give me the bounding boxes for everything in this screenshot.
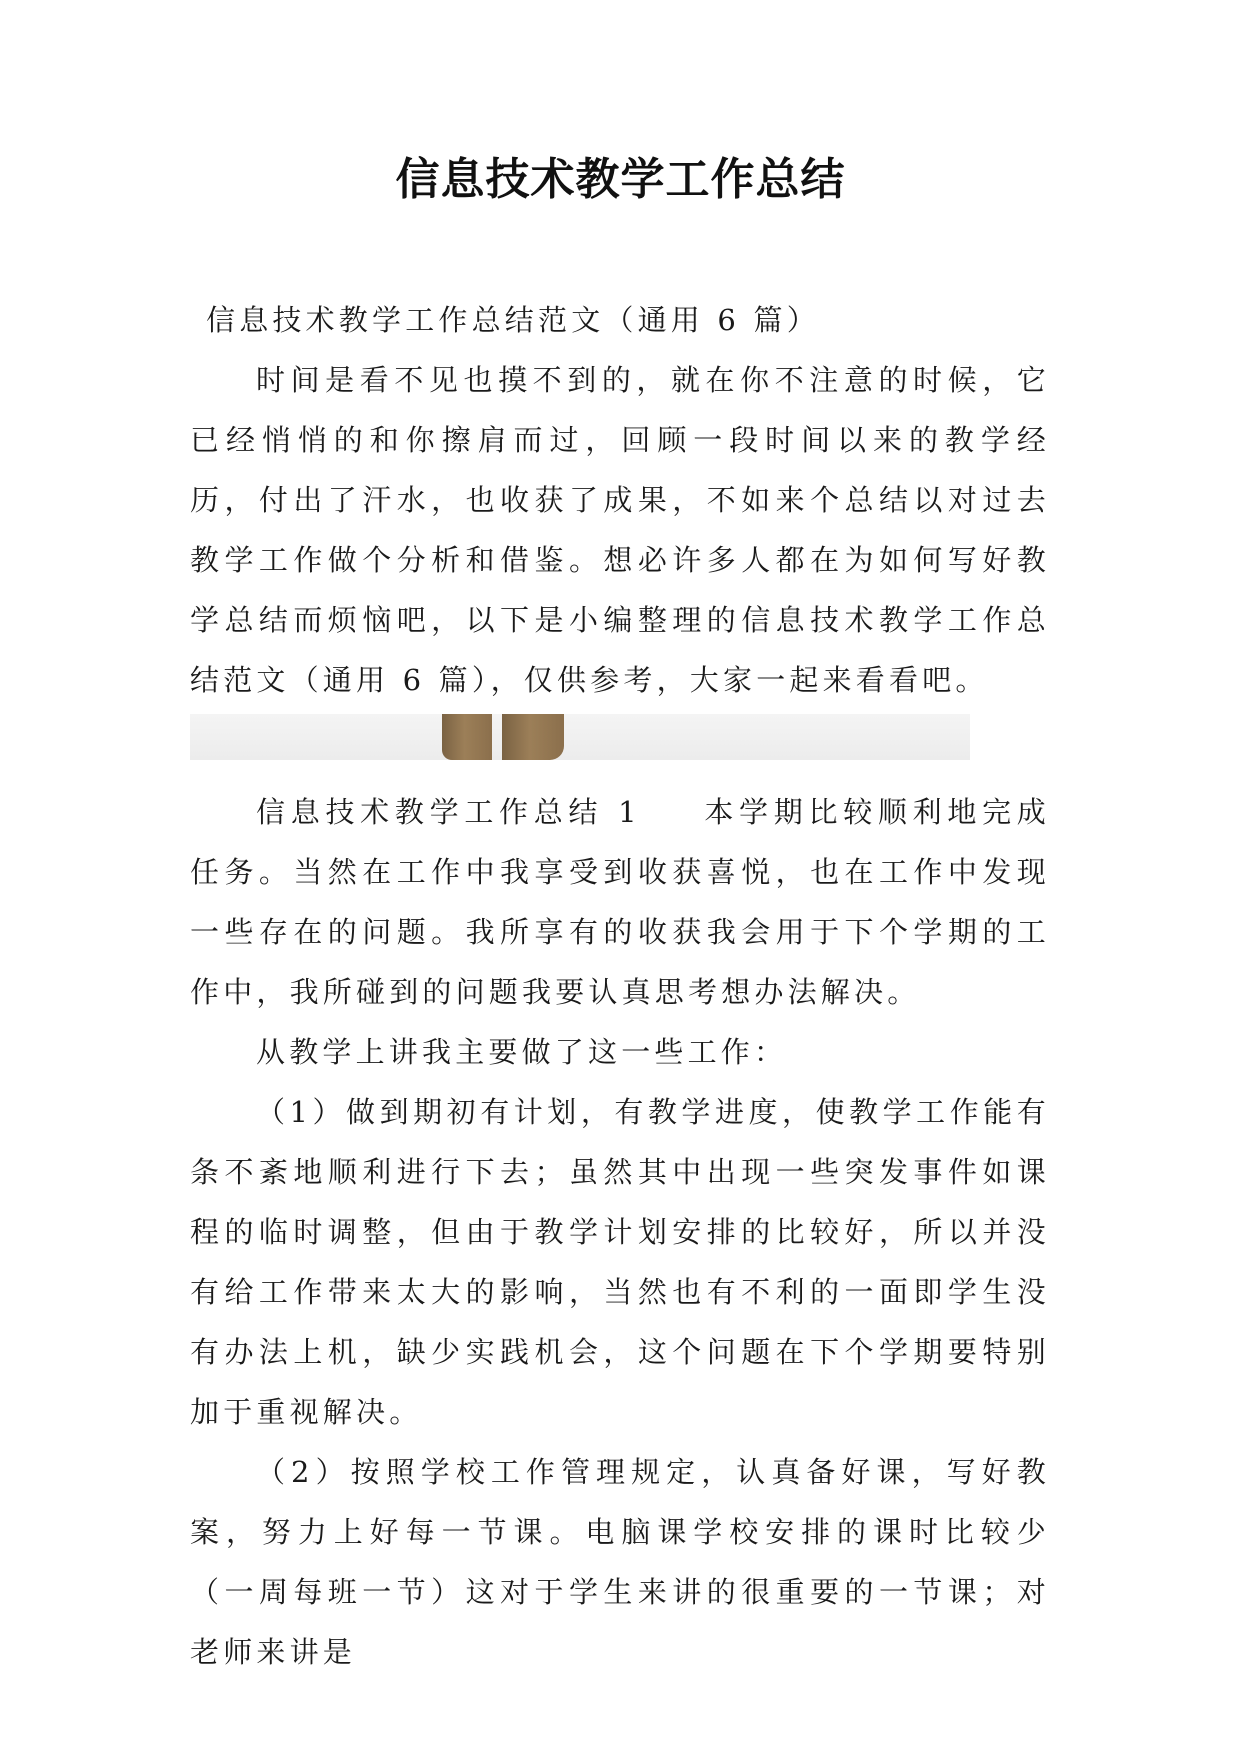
document-body	[190, 290, 1050, 1682]
page-title: 信息技术教学工作总结	[395, 154, 846, 205]
intro-paragraph: 时间是看不见也摸不到的，就在你不注意的时候，它已经悄悄的和你擦肩而过，回顾一段时间以来的教学经历，付出了汗水，也收获了成果，不如来个总结以对过去教学工作做个分析和借鉴。想必许多人都在为如何写好教学总结而烦恼吧，以下是小编整理的信息技术教学工作总结范文（通用 6 篇），仅供参考，大家一起来看看吧。	[190, 363, 1050, 697]
list-item-2: （2）按照学校工作管理规定，认真备好课，写好教案，努力上好每一节课。电脑课学校安排的课时比较少（一周每班一节）这对于学生来讲的很重要的一节课；对老师来讲是	[190, 1455, 1050, 1669]
section-1-paragraph	[190, 782, 1050, 1022]
section-1-text: 本学期比较顺利地完成任务。当然在工作中我享受到收获喜悦，也在工作中发现一些存在的问题。我所享有的收获我会用于下个学期的工作中，我所碰到的问题我要认真思考想办法解决。	[190, 795, 1050, 1009]
section-1-heading: 信息技术教学工作总结 1	[256, 795, 641, 829]
embedded-photo-strip	[190, 714, 970, 760]
document-subtitle: 信息技术教学工作总结范文（通用 6 篇）	[206, 303, 820, 337]
work-intro-paragraph: 从教学上讲我主要做了这一些工作：	[256, 1035, 788, 1069]
list-item-1: （1）做到期初有计划，有教学进度，使教学工作能有条不紊地顺利进行下去；虽然其中出现一些突发事件如课程的临时调整，但由于教学计划安排的比较好，所以并没有给工作带来太大的影响，当然也有不利的一面即学生没有办法上机，缺少实践机会，这个问题在下个学期要特别加于重视解决。	[190, 1095, 1050, 1429]
photo-leg-right	[502, 714, 564, 760]
photo-leg-left	[442, 714, 492, 760]
